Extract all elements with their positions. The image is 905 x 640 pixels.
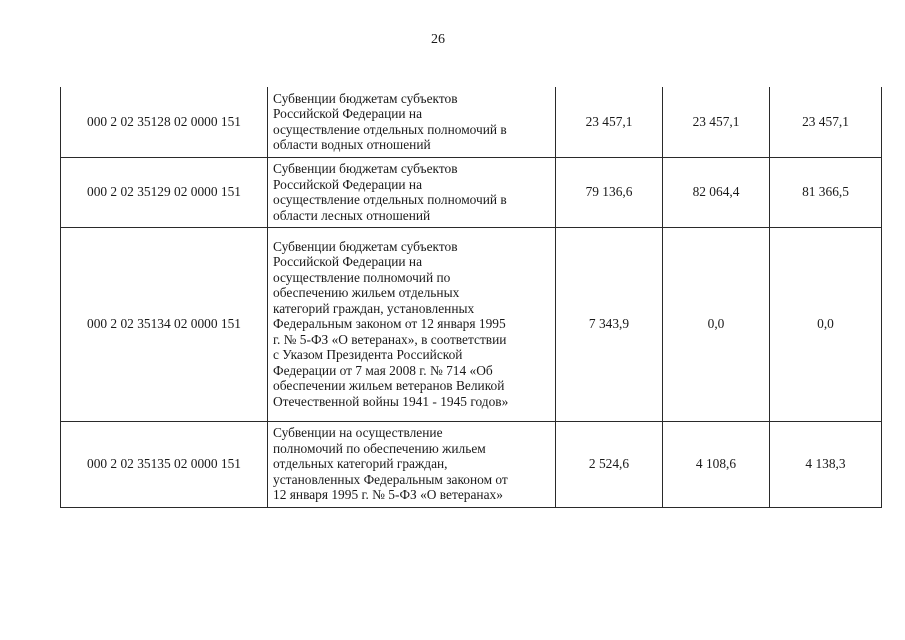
description-line: Российской Федерации на [273,176,423,192]
value-cell-2: 4 108,6 [663,421,770,507]
description-line: осуществление полномочий по [273,269,451,285]
description-cell [268,157,556,227]
description-line: Субвенции на осуществление [273,425,443,441]
budget-code-cell: 000 2 02 35129 02 0000 151 [61,157,268,227]
value-cell-1: 23 457,1 [556,87,663,157]
value-cell-3: 4 138,3 [770,421,882,507]
value-cell-2: 0,0 [663,227,770,421]
description-line: отдельных категорий граждан, [273,456,448,472]
description-line: 12 января 1995 г. № 5-ФЗ «О ветеранах» [273,487,503,503]
description-line: Отечественной войны 1941 - 1945 годов» [273,393,509,409]
description-line: Субвенции бюджетам субъектов [273,90,458,106]
description-line: обеспечении жильем ветеранов Великой [273,378,505,394]
description-cell [268,421,556,507]
value-cell-3: 23 457,1 [770,87,882,157]
description-cell [268,87,556,157]
description-line: установленных Федеральным законом от [273,471,508,487]
value-cell-2: 82 064,4 [663,157,770,227]
description-line: с Указом Президента Российской [273,347,463,363]
description-line: Субвенции бюджетам субъектов [273,161,458,176]
description-line: категорий граждан, установленных [273,300,475,316]
table-row [61,87,882,157]
value-cell-1: 7 343,9 [556,227,663,421]
description-line: обеспечению жильем отдельных [273,285,460,301]
value-cell-1: 79 136,6 [556,157,663,227]
value-cell-3: 81 366,5 [770,157,882,227]
value-cell-2: 23 457,1 [663,87,770,157]
description-line: Российской Федерации на [273,254,423,270]
budget-code-cell: 000 2 02 35134 02 0000 151 [61,227,268,421]
description-line: Федеральным законом от 12 января 1995 [273,316,506,332]
description-line: Федерации от 7 мая 2008 г. № 714 «Об [273,362,493,378]
description-line: г. № 5-ФЗ «О ветеранах», в соответствии [273,331,507,347]
description-cell [268,227,556,421]
description-line: области лесных отношений [273,207,431,223]
table-row [61,421,882,507]
description-line: полномочий по обеспечению жильем [273,440,486,456]
description-line: Субвенции бюджетам субъектов [273,238,458,254]
page-number: 26 [431,32,445,47]
table-row [61,157,882,227]
description-line: осуществление отдельных полномочий в [273,121,507,137]
value-cell-3: 0,0 [770,227,882,421]
table-row [61,227,882,421]
description-line: области водных отношений [273,137,431,153]
budget-code-cell: 000 2 02 35128 02 0000 151 [61,87,268,157]
budget-code-cell: 000 2 02 35135 02 0000 151 [61,421,268,507]
budget-table [60,87,882,508]
description-line: осуществление отдельных полномочий в [273,192,507,207]
description-line: Российской Федерации на [273,106,423,122]
value-cell-1: 2 524,6 [556,421,663,507]
